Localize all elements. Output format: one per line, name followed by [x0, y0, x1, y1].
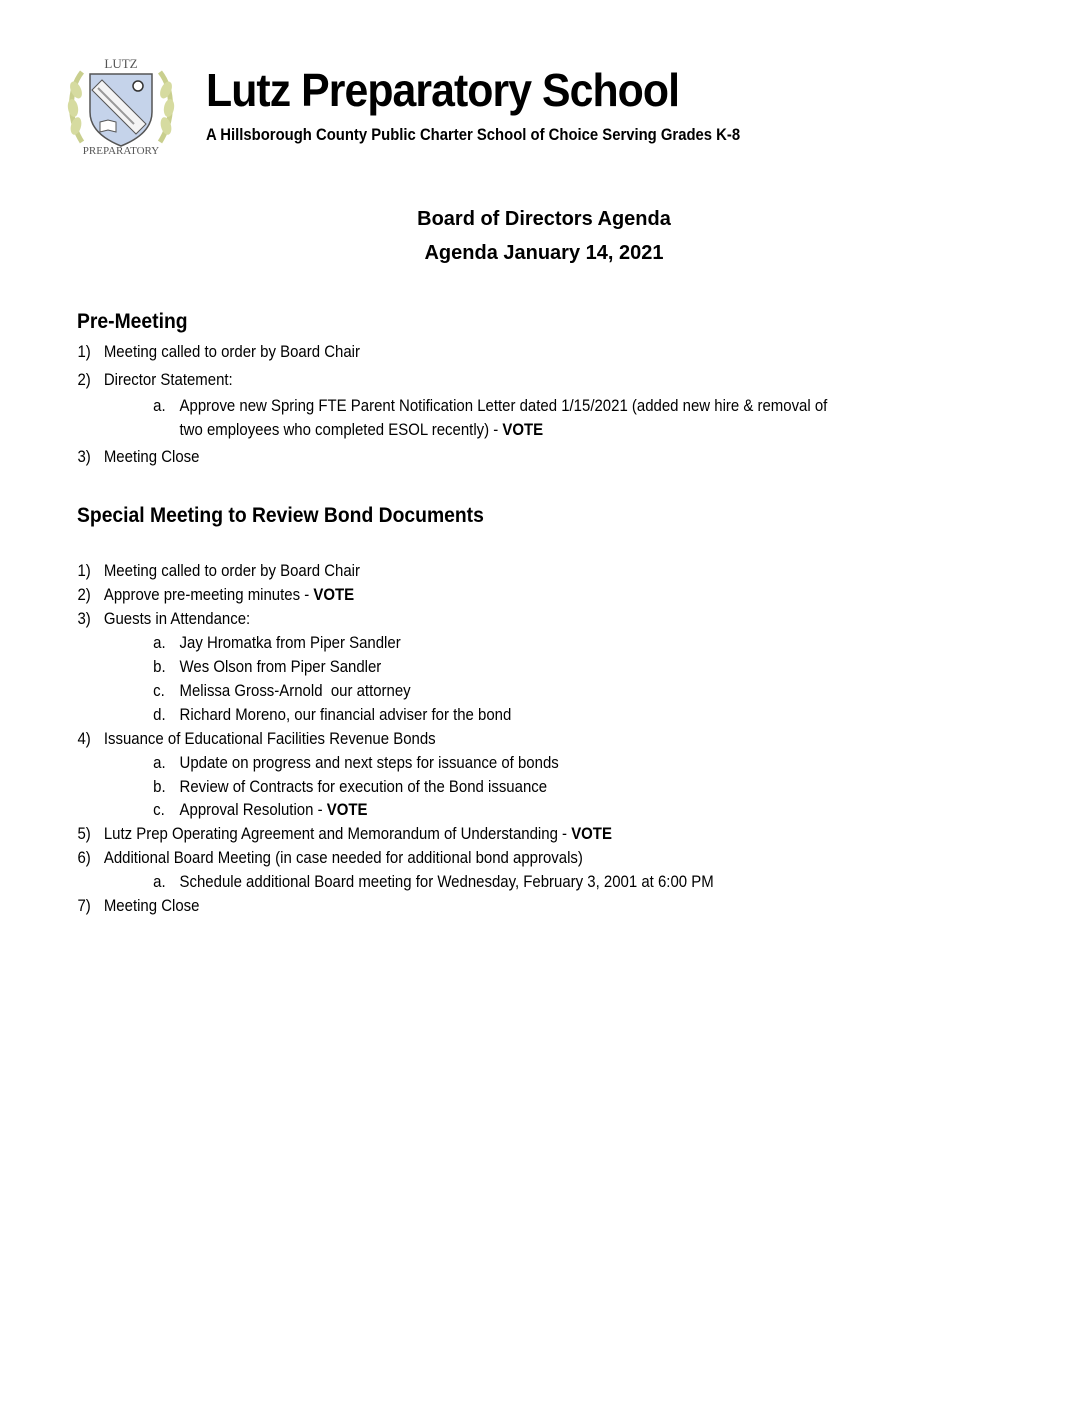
item-text: Issuance of Educational Facilities Revenue Bonds	[103, 729, 436, 748]
item-number: 3)	[77, 609, 91, 628]
item-number: 4)	[77, 729, 91, 748]
item-number: 3)	[77, 447, 91, 466]
item-text: Melissa Gross-Arnold our attorney	[179, 681, 411, 700]
item-number: 1)	[77, 561, 91, 580]
item-letter: b.	[153, 777, 166, 796]
item-text: Lutz Prep Operating Agreement and Memorandum of Understanding -	[103, 824, 572, 843]
item-letter: c.	[153, 800, 165, 819]
item-text: Director Statement:	[103, 370, 233, 389]
item-text: Update on progress and next steps for issuance of bonds	[179, 753, 559, 772]
item-letter: a.	[153, 872, 166, 891]
logo-top-text: LUTZ	[104, 56, 138, 71]
vote-label: VOTE	[326, 800, 368, 819]
item-letter: a.	[153, 633, 166, 652]
logo-bottom-text: PREPARATORY	[82, 145, 160, 157]
item-text-line2	[180, 418, 544, 442]
agenda-date: Agenda January 14, 2021	[424, 242, 664, 264]
item-letter: c.	[153, 681, 165, 700]
item-text: Richard Moreno, our financial adviser for the bond	[179, 705, 512, 724]
item-number: 1)	[77, 342, 91, 361]
school-crest-logo	[64, 50, 178, 158]
item-text: Guests in Attendance:	[103, 609, 251, 628]
item-text-wrap	[104, 822, 612, 846]
item-text: Wes Olson from Piper Sandler	[179, 657, 382, 676]
item-text: Approve pre-meeting minutes -	[103, 585, 314, 604]
item-text: Approve new Spring FTE Parent Notification Letter dated 1/15/2021 (added new hire & removal of	[179, 396, 828, 415]
item-text: Meeting called to order by Board Chair	[103, 561, 360, 580]
item-number: 6)	[77, 848, 91, 867]
pre-meeting-heading: Pre-Meeting	[77, 310, 188, 333]
item-number: 2)	[77, 585, 91, 604]
vote-label: VOTE	[502, 420, 544, 439]
vote-label: VOTE	[313, 585, 355, 604]
school-name: Lutz Preparatory School	[206, 64, 680, 116]
item-text-wrap	[180, 798, 368, 822]
item-text: Meeting Close	[103, 447, 200, 466]
item-text: Schedule additional Board meeting for Wednesday, February 3, 2001 at 6:00 PM	[179, 872, 714, 891]
item-text: Meeting Close	[103, 896, 200, 915]
item-letter: d.	[153, 705, 166, 724]
item-number: 7)	[77, 896, 91, 915]
item-text: Jay Hromatka from Piper Sandler	[179, 633, 401, 652]
item-text: two employees who completed ESOL recently) -	[179, 420, 503, 439]
item-letter: b.	[153, 657, 166, 676]
item-letter: a.	[153, 396, 166, 415]
special-meeting-heading: Special Meeting to Review Bond Documents	[77, 504, 484, 527]
school-subtitle: A Hillsborough County Public Charter School of Choice Serving Grades K-8	[206, 126, 741, 144]
item-text: Review of Contracts for execution of the Bond issuance	[179, 777, 548, 796]
item-text-wrap	[104, 583, 354, 607]
vote-label: VOTE	[571, 824, 612, 843]
item-number: 2)	[77, 370, 91, 389]
agenda-heading: Board of Directors Agenda	[417, 208, 671, 230]
item-text: Additional Board Meeting (in case needed for additional bond approvals)	[103, 848, 583, 867]
item-number: 5)	[77, 824, 91, 843]
item-text: Meeting called to order by Board Chair	[103, 342, 360, 361]
item-letter: a.	[153, 753, 166, 772]
item-text: Approval Resolution -	[179, 800, 327, 819]
